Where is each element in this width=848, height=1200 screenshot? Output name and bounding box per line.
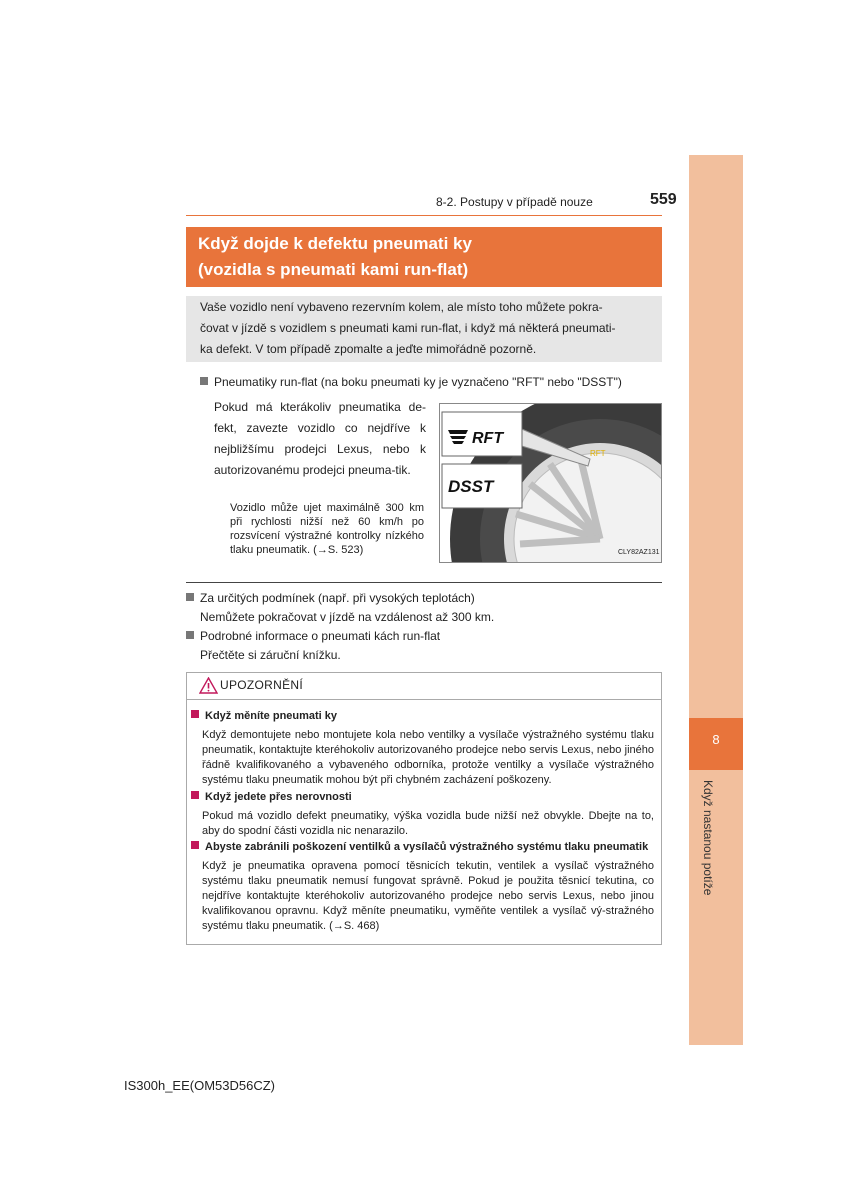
section-label: 8-2. Postupy v případě nouze bbox=[436, 195, 593, 209]
warning-item-heading-1 bbox=[191, 710, 337, 722]
condition-heading-2 bbox=[186, 629, 440, 643]
condition-heading-1 bbox=[186, 591, 475, 605]
warning-triangle-icon bbox=[199, 677, 218, 694]
header-divider bbox=[186, 215, 662, 216]
page-title bbox=[186, 227, 662, 287]
intro-box bbox=[186, 296, 662, 362]
warning-item-body-1: Když demontujete nebo montujete kola nebo ventilky a vysílače výstražného systému tlaku pneumatik, kontaktujte kteréhokoliv autorizovaného prodejce nebo servis Lexus, nebo jiného řádně kvalifikovaného a vybaveného odborníka, protože ventilky a vysílače výstražného systému tlaku pneumatik mohou být při chybném zacházení poškozeny. bbox=[202, 729, 654, 786]
section-separator bbox=[186, 582, 662, 583]
square-bullet-icon bbox=[200, 377, 208, 385]
pink-square-bullet-icon bbox=[191, 791, 199, 799]
condition-body-1: Nemůžete pokračovat v jízdě na vzdálenost až 300 km. bbox=[200, 610, 495, 624]
warning-item-body-2: Pokud má vozidlo defekt pneumatiky, výška vozidla bude nižší než obvykle. Dbejte na to, aby do spodní části vozidla nic nenarazilo. bbox=[202, 810, 654, 837]
warning-item-body-3: Když je pneumatika opravena pomocí těsnicích tekutin, ventilek a vysílač výstražného systému tlaku pneumatik nemusí fungovat správně. Pokud je použita těsnicí tekutina, co nejdříve kontaktujte kteréhokoliv autorizovaného prodejce nebo servis Lexus, nebo jinou kvalifikovanou opravnu. Když měníte pneumatiku, vyměňte ventilek a vysílač vý-stražného systému tlaku pneumatik. (→S. 468) bbox=[202, 860, 654, 932]
chapter-title: Když nastanou potíže bbox=[701, 780, 715, 896]
warning-item-heading-text: Když měníte pneumati ky bbox=[205, 710, 338, 722]
page-number: 559 bbox=[650, 191, 677, 208]
tire-drawing bbox=[440, 404, 661, 562]
warning-title: UPOZORNĚNÍ bbox=[220, 678, 304, 692]
condition-heading-text: Za určitých podmínek (např. při vysokých teplotách) bbox=[200, 591, 475, 605]
intro-line-1: Vaše vozidlo není vybaveno rezervním kolem, ale místo toho můžete pokra- bbox=[200, 300, 603, 314]
warning-box bbox=[186, 672, 662, 945]
warning-item-heading-3 bbox=[191, 841, 648, 853]
tire-sidewall-mark: RFT bbox=[590, 449, 606, 458]
chapter-number: 8 bbox=[689, 718, 743, 770]
warning-item-heading-2 bbox=[191, 791, 352, 803]
pink-square-bullet-icon bbox=[191, 841, 199, 849]
chapter-side-tab bbox=[689, 155, 743, 1045]
warning-item-heading-text: Když jedete přes nerovnosti bbox=[205, 791, 352, 803]
intro-line-2: čovat v jízdě s vozidlem s pneumati kami run-flat, i když má některá pneumati- bbox=[200, 321, 616, 335]
title-line-2: (vozidla s pneumati kami run-flat) bbox=[198, 260, 469, 279]
intro-line-3: ka defekt. V tom případě zpomalte a jeďte mimořádně pozorně. bbox=[200, 342, 537, 356]
square-bullet-icon bbox=[186, 631, 194, 639]
condition-heading-text: Podrobné informace o pneumati kách run-flat bbox=[200, 629, 441, 643]
square-bullet-icon bbox=[186, 593, 194, 601]
run-flat-paragraph: Pokud má kterákoliv pneumatika de-fekt, zavezte vozidlo co nejdříve k nejbližšímu prodejci Lexus, nebo k autorizovanému prodejci pneuma-tik. bbox=[214, 400, 426, 477]
title-line-1: Když dojde k defektu pneumati ky bbox=[198, 234, 472, 253]
document-code: IS300h_EE(OM53D56CZ) bbox=[124, 1078, 276, 1093]
condition-body-2: Přečtěte si záruční knížku. bbox=[200, 648, 341, 662]
run-flat-heading-text: Pneumatiky run-flat (na boku pneumati ky je vyznačeno "RFT" nebo "DSST") bbox=[214, 375, 622, 389]
dsst-label: DSST bbox=[448, 477, 494, 496]
warning-item-heading-text: Abyste zabránili poškození ventilků a vysílačů výstražného systému tlaku pneumatik bbox=[205, 841, 649, 853]
figure-code: CLY82AZ131 bbox=[618, 549, 660, 556]
pink-square-bullet-icon bbox=[191, 710, 199, 718]
run-flat-note: Vozidlo může ujet maximálně 300 km při rychlosti nižší než 60 km/h po rozsvícení výstražné kontrolky nízkého tlaku pneumatik. (→S. 523) bbox=[230, 502, 424, 556]
run-flat-heading bbox=[200, 375, 622, 389]
rft-label: RFT bbox=[472, 430, 504, 447]
warning-header bbox=[187, 673, 661, 700]
tire-illustration bbox=[439, 403, 662, 563]
